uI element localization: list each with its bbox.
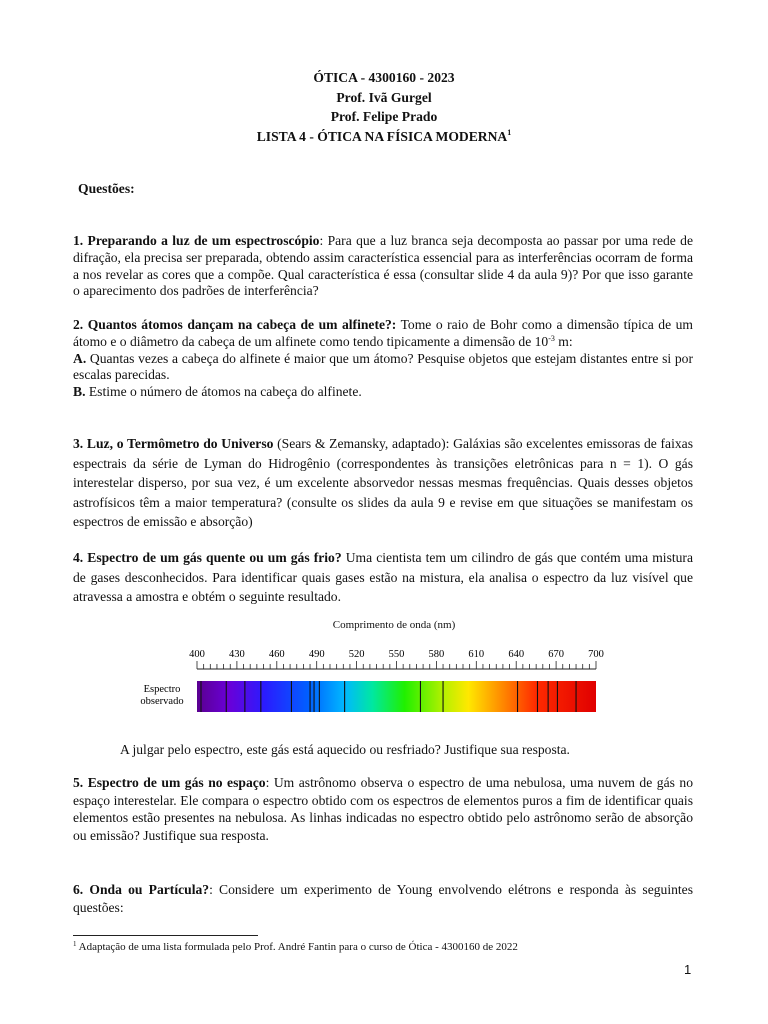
question-2-item-a: A. Quantas vezes a cabeça do alfinete é maior que um átomo? Pesquise objetos que estejam distantes entre si por escalas parecidas.: [73, 350, 693, 383]
question-1-title: 1. Preparando a luz de um espectroscópio: [73, 233, 320, 248]
question-3-body: (Sears & Zemansky, adaptado): Galáxias são excelentes emissoras de faixas espectrais da série de Lyman do Hidrogênio (correspondentes às transições eletrônicas para n = 1). O gás interestelar disperso, por sua vez, é um excelente absorvedor nessas mesmas frequências. Quais desses objetos astrofísicos têm a maior temperatura? (consulte os slides da aula 9 e revise em que situações se manifestam os espectros de emissão e absorção): [73, 436, 693, 529]
tick-label: 640: [508, 649, 525, 660]
spectrum-axis-title: Comprimento de onda (nm): [332, 619, 456, 631]
question-5-body: : Um astrônomo observa o espectro de uma nebulosa, uma nuvem de gás no espaço interestelar. Ele compara o espectro obtido com os espectros de elementos puros a fim de identificar quais elementos estão presentes na nebulosa. As linhas indicadas no espectro obtido pelo astrônomo serão de absorção ou emissão? Justifique sua resposta.: [73, 775, 693, 843]
tick-label: 430: [229, 649, 245, 660]
tick-label: 520: [348, 649, 365, 660]
question-6: [73, 881, 693, 916]
tick-label: 670: [548, 649, 564, 660]
question-2-item-b: B. Estime o número de átomos na cabeça do alfinete.: [73, 384, 362, 400]
tick-label: 460: [268, 649, 285, 660]
question-1: [73, 233, 693, 300]
question-4: [73, 548, 693, 607]
tick-label: 400: [189, 649, 205, 660]
tick-label: 550: [388, 649, 405, 660]
tick-label: 610: [468, 649, 485, 660]
tick-label: 580: [428, 649, 445, 660]
professor-2: Prof. Felipe Prado: [330, 109, 438, 124]
spectrum-band: [197, 681, 596, 712]
question-3: [73, 434, 693, 532]
question-5-title: 5. Espectro de um gás no espaço: [73, 775, 266, 790]
question-6-title: 6. Onda ou Partícula?: [73, 882, 210, 897]
question-2: 2. Quantos átomos dançam na cabeça de um alfinete?: Tome o raio de Bohr como a dimensão típica de um átomo e o diâmetro da cabeça de um alfinete como tendo tipicamente a dimensão de $10^{-3}$ m: A. Quantas vezes a cabeça do alfinete é maior que um átomo? Pesquise objetos que estejam distantes entre si por escalas parecidas. B. Estime o número de átomos na cabeça do alfinete.: [73, 317, 693, 400]
question-2-body: Tome o raio de Bohr como a dimensão típica de um átomo e o diâmetro da cabeça de um alfinete como tendo tipicamente a dimensão de 10: [73, 317, 693, 349]
course-title: ÓTICA - 4300160 - 2023: [313, 70, 455, 85]
list-title: LISTA 4 - ÓTICA NA FÍSICA MODERNA$^1$: [256, 127, 512, 144]
question-3-title: 3. Luz, o Termômetro do Universo: [73, 436, 274, 451]
question-2-title: 2. Quantos átomos dançam na cabeça de um alfinete?:: [73, 317, 397, 332]
question-6-body: : Considere um experimento de Young envolvendo elétrons e responda às seguintes questões:: [73, 882, 693, 915]
spectrum-row-label-1: Espectro: [143, 684, 181, 695]
question-4-body: Uma cientista tem um cilindro de gás que contém uma mistura de gases desconhecidos. Para identificar quais gases estão na mistura, ela analisa o espectro da luz visível que atravessa a amostra e obtém o seguinte resultado.: [73, 550, 693, 604]
question-5: [73, 774, 693, 844]
spectrum-figure: [120, 645, 620, 717]
question-4-followup: A julgar pelo espectro, este gás está aquecido ou resfriado? Justifique sua resposta.: [120, 742, 570, 757]
spectrum-axis: [189, 649, 604, 669]
tick-label: 700: [588, 649, 604, 660]
footnote-marker: 1: [507, 127, 512, 137]
page-number: 1: [684, 962, 692, 977]
professor-1: Prof. Ivã Gurgel: [336, 89, 432, 105]
spectrum-row-label-2: observado: [140, 696, 184, 707]
section-title: Questões:: [78, 181, 135, 196]
question-1-body: : Para que a luz branca seja decomposta ao passar por uma rede de difração, ela precisa ser preparada, obtendo assim característica essencial para as interferências ocorram de forma a nos revelar as cores que a compõe. Qual característica é essa (consultar slide 4 da aula 9)? Por que isso garante o aparecimento dos padrões de interferência?: [73, 233, 693, 299]
question-2-exponent: -3: [548, 333, 555, 343]
document-header: [0, 68, 768, 146]
question-4-title: 4. Espectro de um gás quente ou um gás frio?: [73, 550, 342, 565]
footnote-divider: [73, 935, 258, 936]
footnote: $^1$ Adaptação de uma lista formulada pelo Prof. André Fantin para o curso de Ótica - 4300160 de 2022: [73, 940, 518, 953]
tick-label: 490: [308, 649, 325, 660]
